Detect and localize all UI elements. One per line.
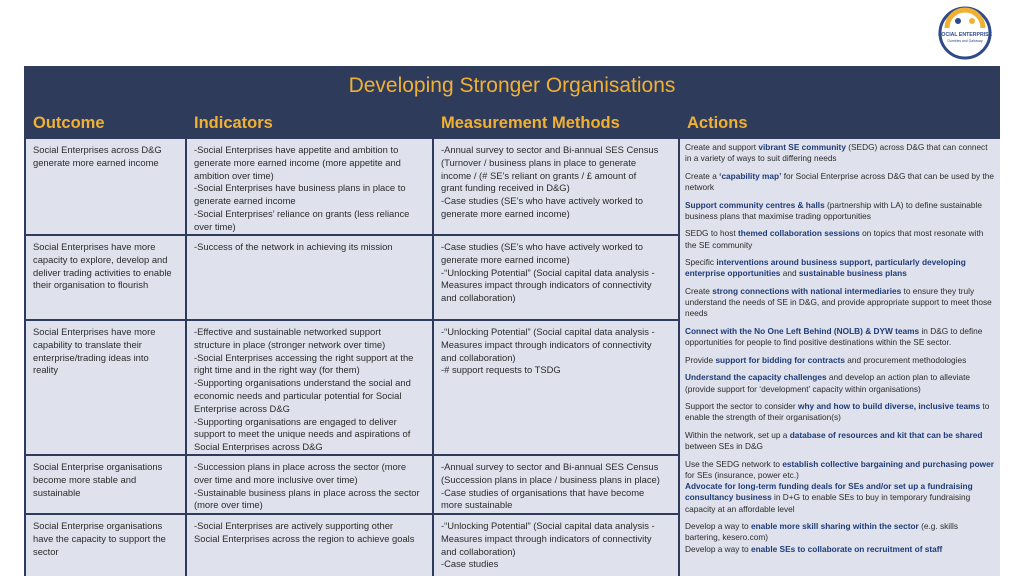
action-item [685,171,995,193]
action-emphasis: interventions around business support, particularly developing enterprise opportunities [685,257,966,279]
outcome-line: Social Enterprises across D&G [33,144,162,155]
indicators-line: support to meet the unique needs and aspirations of [194,428,411,440]
methods-line: -“Unlocking Potential” (Social capital data analysis - [441,266,655,278]
action-text: Specific [685,257,717,268]
action-emphasis: Support community centres & halls [685,199,825,210]
action-item [685,142,995,164]
action-emphasis: why and how to build diverse, inclusive teams [798,401,981,412]
methods-line: Measures impact through indicators of connectivity [441,338,652,350]
action-item [685,200,995,222]
action-text: (SEDG) across D&G that can connect in a variety of ways to suit differing needs [685,142,988,164]
outcome-line: capability to translate their [33,338,142,350]
outcome-line: deliver trading activities to enable [33,266,172,278]
action-text: Create [685,285,713,296]
methods-line: -Case studies [441,558,499,570]
outcome-line: reality [33,364,59,376]
methods-line: generate more earned income) [441,207,570,219]
action-text: (partnership with LA) to define sustainable business plans that maximise trading opportunities [685,199,982,221]
social-enterprise-logo [938,6,992,60]
indicators-line: -Sustainable business plans in place across the sector [194,486,420,498]
action-emphasis: enable more skill sharing within the sector [750,521,919,532]
methods-line: and collaboration) [441,545,516,557]
indicators-line: -Social Enterprises’ reliance on grants (less reliance [194,207,410,219]
methods-line: grant funding received in D&G) [441,182,570,194]
header-actions: Actions [680,107,1000,137]
table-cell-outcome [26,515,185,576]
table-cell-methods [434,236,678,319]
action-emphasis: Advocate for long-term funding deals for SEs and/or set up a fundraising consultancy business [685,481,973,503]
action-text: Support the sector to consider [685,401,798,412]
action-emphasis: strong connections with national intermediaries [712,285,902,296]
methods-line: Measures impact through indicators of connectivity [441,532,652,544]
table-cell-outcome [26,139,185,234]
action-item [685,521,995,555]
action-text: and develop an action plan to alleviate (provide support for ‘development’ capacity within organisations) [685,372,971,394]
indicators-line: right time and in the right way (for them) [194,364,360,376]
page-title: Developing Stronger Organisations [24,66,1000,104]
table-cell-methods [434,321,678,454]
action-text: between SEs in D&G [685,441,763,452]
action-text: Provide [685,354,716,365]
action-text: to enable the strength of their organisation(s) [685,401,990,423]
action-emphasis: themed collaboration sessions [738,228,860,239]
methods-line: -“Unlocking Potential” (Social capital data analysis - [441,520,655,531]
indicators-line: -Social Enterprises have appetite and ambition to [194,144,399,155]
methods-line: -Annual survey to sector and Bi-annual SES Census [441,144,659,155]
methods-line: -# support requests to TSDG [441,364,561,376]
methods-line: -Case studies (SE’s who have actively worked to [441,241,644,252]
indicators-line: generate more earned income (more appetite and [194,156,401,168]
indicators-line: -Supporting organisations are engaged to deliver [194,415,397,427]
table-cell-indicators [187,236,432,319]
indicators-line: -Effective and sustainable networked support [194,326,381,337]
action-item [685,355,995,366]
indicators-line: -Social Enterprises accessing the right support at the [194,351,414,363]
methods-line: generate more earned income) [441,253,570,265]
action-text: in D&G to define opportunities for people to find positive destinations within the SE sector. [685,325,983,348]
outcome-line: enterprise/trading ideas into [33,351,149,363]
action-text: on topics that most resonate with the SE community [685,228,984,250]
indicators-line: -Social Enterprises are actively supporting other [194,520,394,531]
header-indicators: Indicators [187,107,432,137]
outcome-line: sustainable [33,486,81,498]
action-text: Within the network, set up a [685,429,790,440]
table-cell-outcome [26,321,185,454]
methods-line: Measures impact through indicators of connectivity [441,279,652,291]
indicators-line: Social Enterprises across the region to achieve goals [194,532,415,544]
methods-line: (Turnover / business plans in place to generate [441,156,637,168]
action-text: for Social Enterprise across D&G that can be used by the network [685,170,994,192]
action-item [685,430,995,452]
outcome-line: Social Enterprise organisations [33,461,163,472]
outcome-line: Social Enterprise organisations [33,520,163,531]
indicators-line: -Succession plans in place across the sector (more [194,461,407,472]
action-text: and [780,268,799,279]
header-outcome: Outcome [26,107,185,137]
indicators-line: Social Enterprises across D&G [194,441,323,453]
table-cell-methods [434,139,678,234]
logo-line1: SOCIAL ENTERPRISE [938,32,992,38]
table-cell-indicators [187,456,432,513]
action-emphasis: Understand the capacity challenges [685,372,827,383]
action-emphasis: support for bidding for contracts [715,354,845,365]
action-text: Create and support [685,142,759,152]
methods-line: -Case studies of organisations that have become [441,486,645,498]
action-text: Develop a way to [685,543,751,554]
indicators-line: structure in place (stronger network over time) [194,338,386,350]
indicators-line: -Supporting organisations understand the social and [194,377,411,389]
table-cell-methods [434,515,678,576]
methods-line: and collaboration) [441,292,516,304]
action-item [685,257,995,279]
table-cell-indicators [187,515,432,576]
outcome-line: capacity to explore, develop and [33,253,168,265]
action-emphasis: enable SEs to collaborate on recruitment of staff [750,543,943,554]
header-measurement-methods: Measurement Methods [434,107,678,137]
methods-line: income / (# SE’s reliant on grants / £ amount of [441,169,637,181]
methods-line: -Case studies (SE’s who have actively worked to [441,195,644,207]
action-text: for SEs (insurance, power etc.) [685,469,799,480]
action-emphasis: Connect with the No One Left Behind (NOLB) & DYW teams [685,325,920,336]
action-text: in D+G to enable SEs to buy in temporary fundraising capacity at an affordable level [685,492,971,514]
table-cell-outcome [26,456,185,513]
action-text: Create a [685,170,720,181]
logo-line2: Dumfries and Galloway [947,39,983,43]
indicators-line: -Social Enterprises have business plans in place to [194,182,406,194]
outcome-line: Social Enterprises have more [33,326,156,337]
indicators-line: economic needs and particular potential for Social [194,389,402,401]
table-cell-methods [434,456,678,513]
table-cell-outcome [26,236,185,319]
action-text: SEDG to host [685,228,739,239]
action-item [685,372,995,394]
methods-line: (Succession plans in place / business plans in place) [441,473,660,485]
outcome-line: sector [33,545,59,557]
outcome-line: Social Enterprises have more [33,241,156,252]
outcome-line: their organisation to flourish [33,279,149,291]
methods-line: -“Unlocking Potential” (Social capital data analysis - [441,326,655,337]
indicators-line: over time and more inclusive over time) [194,473,358,485]
action-item [685,228,995,250]
outcome-line: have the capacity to support the [33,532,166,544]
action-text: (e.g. skills bartering, kesero.com) [685,521,958,543]
action-text: Develop a way to [685,521,751,532]
methods-line: more sustainable [441,499,513,511]
action-item [685,401,995,423]
actions-column [680,139,1000,576]
indicators-line: -Success of the network in achieving its mission [194,241,393,252]
indicators-line: generate earned income [194,195,296,207]
methods-line: and collaboration) [441,351,516,363]
table-cell-indicators [187,321,432,454]
indicators-line: ambition over time) [194,169,274,181]
action-emphasis: establish collective bargaining and purchasing power [782,458,994,469]
indicators-line: (more over time) [194,499,263,511]
action-emphasis: sustainable business plans [798,268,907,279]
action-emphasis: ‘capability map’ [719,170,782,181]
indicators-line: Enterprise across D&G [194,402,290,414]
action-item [685,326,995,348]
action-text: and procurement methodologies [844,354,967,365]
outcome-line: generate more earned income [33,156,159,168]
methods-line: -Annual survey to sector and Bi-annual SES Census [441,461,659,472]
table-cell-indicators [187,139,432,234]
action-item [685,459,995,515]
action-item [685,286,995,320]
action-emphasis: database of resources and kit that can be shared [789,429,983,440]
outcome-line: become more stable and [33,473,137,485]
action-text: to ensure they truly understand the needs of SE in D&G, and provide appropriate support to meet those needs [685,285,992,319]
action-text: Use the SEDG network to [685,458,783,469]
action-emphasis: vibrant SE community [758,142,846,152]
indicators-line: over time) [194,220,236,232]
